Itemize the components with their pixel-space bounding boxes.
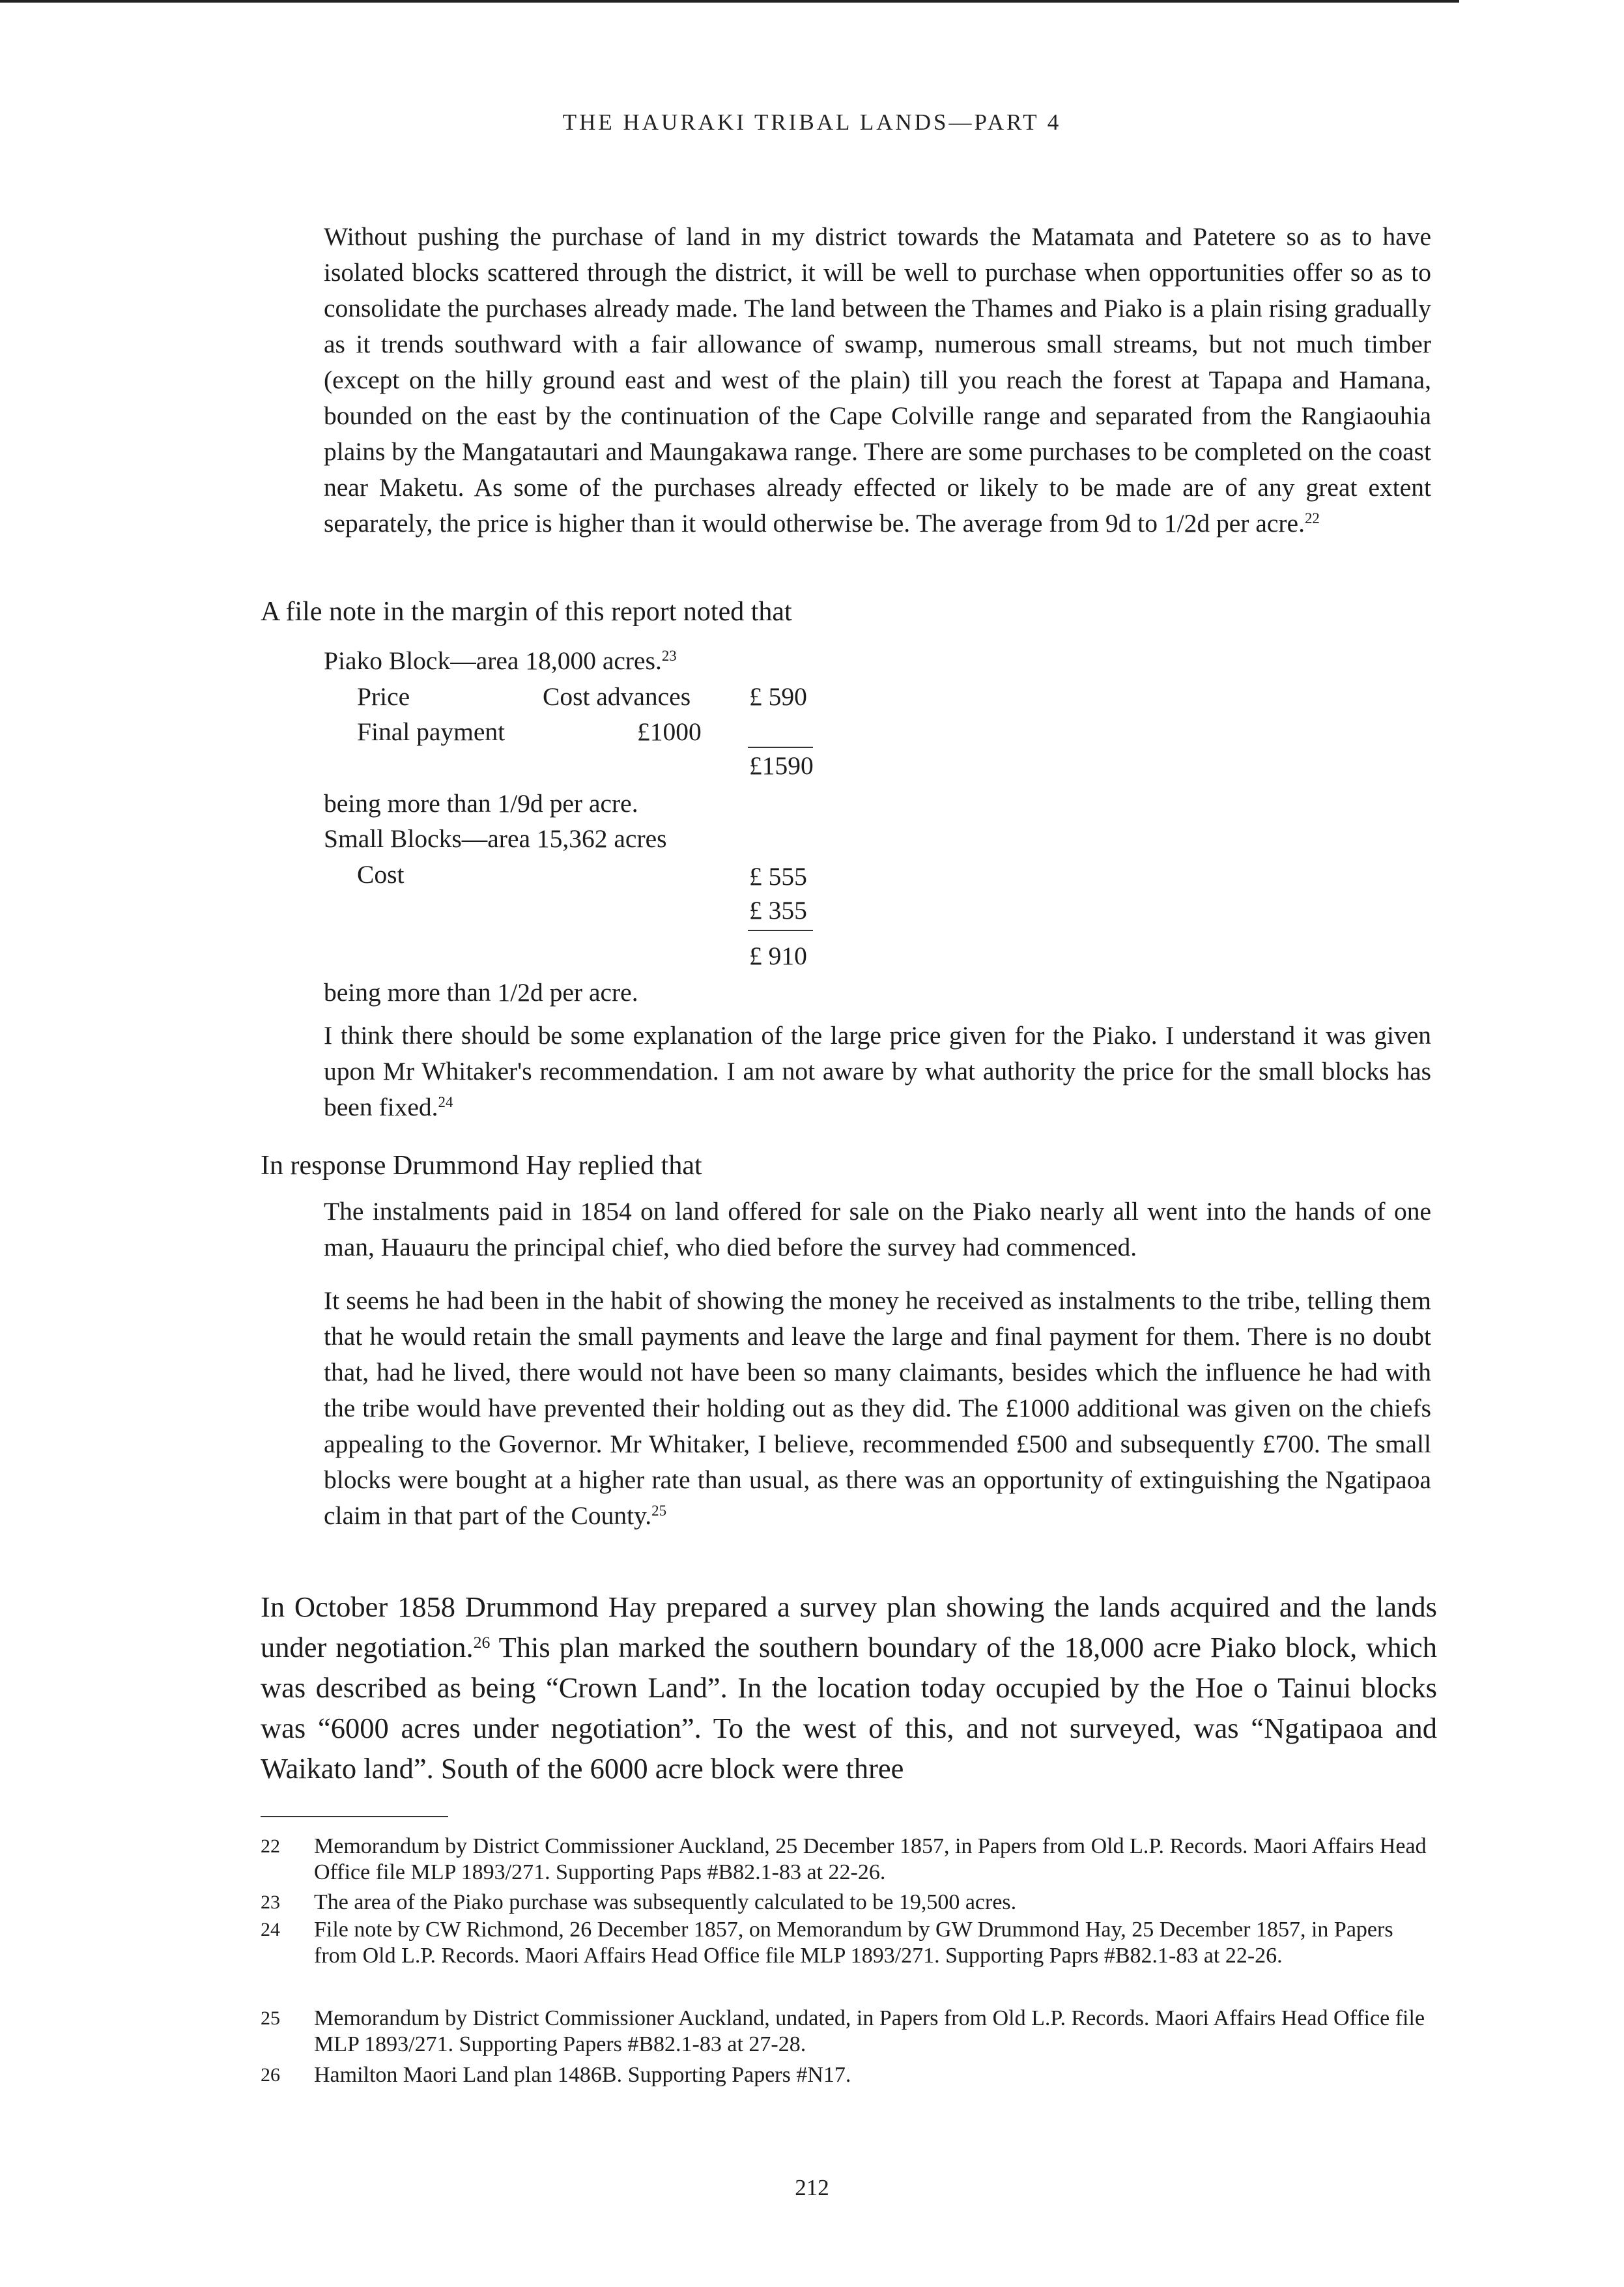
top-border-line bbox=[0, 0, 1459, 3]
footnote-number: 26 bbox=[261, 2064, 280, 2086]
piako-total: £1590 bbox=[749, 751, 814, 780]
lead-in-response: In response Drummond Hay replied that bbox=[261, 1151, 702, 1181]
cost-label: Cost bbox=[357, 860, 405, 889]
footnote-number: 22 bbox=[261, 1835, 280, 1857]
footnote-ref-26: 26 bbox=[473, 1632, 491, 1652]
cost-advances-label: Cost advances bbox=[543, 682, 691, 711]
footnote-text: Hamilton Maori Land plan 1486B. Supporting Papers #N17. bbox=[314, 2063, 851, 2087]
final-payment-value: £1000 bbox=[637, 717, 702, 746]
footnote-number: 23 bbox=[261, 1891, 280, 1913]
cost-advances-value: £ 590 bbox=[749, 682, 807, 711]
footnote-text: The area of the Piako purchase was subsequently calculated to be 19,500 acres. bbox=[314, 1890, 1017, 1914]
price-label: Price bbox=[357, 682, 410, 711]
body-text-part1: In October 1858 Drummond Hay prepared a survey plan showing the lands acquired and the lands under negotiation. bbox=[261, 1590, 1437, 1663]
footnote-22 bbox=[261, 1834, 1433, 1886]
body-paragraph bbox=[261, 1587, 1437, 1789]
running-header: THE HAURAKI TRIBAL LANDS—PART 4 bbox=[562, 109, 1062, 135]
footnote-number: 24 bbox=[261, 1919, 280, 1940]
footnote-ref-25: 25 bbox=[651, 1503, 667, 1519]
quoted-reply-1: The instalments paid in 1854 on land offered for sale on the Piako nearly all went into the hands of one man, Hauauru the principal chief, who died before the survey had commenced. bbox=[324, 1197, 1431, 1261]
quote-text: Without pushing the purchase of land in my district towards the Matamata and Patetere so as to have isolated blocks scattered through the district, it will be well to purchase when opportunities offer so as to consolidate the purchases already made. The land between the Thames and Piako is a plain rising gradually as it trends southward with a fair allowance of swamp, numerous small streams, but not much timber (except on the hilly ground east and west of the plain) till you reach the forest at Tapapa and Hamana, bounded on the east by the continuation of the Cape Colville range and separated from the Rangiaouhia plains by the Mangatautari and Maungakawa range. There are some purchases to be completed on the coast near Maketu. As some of the purchases already effected or likely to be made are of any great extent separately, the price is higher than it would otherwise be. The average from 9d to 1/2d per acre. bbox=[324, 222, 1431, 538]
footnote-number: 25 bbox=[261, 2007, 280, 2029]
quoted-reply-2 bbox=[324, 1283, 1431, 1534]
sum-rule-1 bbox=[748, 747, 813, 748]
footnote-ref-22: 22 bbox=[1304, 510, 1320, 527]
footnote-23 bbox=[261, 1890, 1433, 1916]
piako-rate: being more than 1/9d per acre. bbox=[324, 789, 638, 818]
sum-rule-2 bbox=[748, 930, 813, 931]
body-text-part2: This plan marked the southern boundary of the 18,000 acre Piako block, which was described as being “Crown Land”. In the location today occupied by the Hoe o Tainui blocks was “6000 acres under negotiation”. To the west of this, and not surveyed, was “Ngatipaoa and Waikato land”. South of the 6000 acre block were three bbox=[261, 1631, 1438, 1785]
piako-heading-text: Piako Block—area 18,000 acres. bbox=[324, 646, 662, 675]
quoted-file-note bbox=[324, 1018, 1431, 1125]
cost-value-1: £ 555 bbox=[749, 862, 807, 891]
footnote-text: Memorandum by District Commissioner Auckland, undated, in Papers from Old L.P. Records. Maori Affairs Head Office file MLP 1893/271. Supporting Papers #B82.1-83 at 27-28. bbox=[314, 2006, 1425, 2056]
footnote-text: Memorandum by District Commissioner Auckland, 25 December 1857, in Papers from Old L.P. Records. Maori Affairs Head Office file MLP 1893/271. Supporting Paps #B82.1-83 at 22-26. bbox=[314, 1834, 1427, 1884]
footnote-26 bbox=[261, 2062, 1433, 2088]
small-rate: being more than 1/2d per acre. bbox=[324, 978, 638, 1007]
final-payment-label: Final payment bbox=[357, 717, 506, 746]
footnote-25 bbox=[261, 2006, 1433, 2058]
page-number: 212 bbox=[795, 2175, 829, 2200]
quoted-memorandum-1 bbox=[324, 219, 1431, 541]
lead-in-file-note: A file note in the margin of this report noted that bbox=[261, 597, 792, 627]
footnote-ref-23: 23 bbox=[661, 648, 677, 665]
small-total: £ 910 bbox=[749, 942, 807, 970]
quote-text: It seems he had been in the habit of showing the money he received as instalments to the tribe, telling them that he would retain the small payments and leave the large and final payment for them. There is no doubt that, had he lived, there would not have been so many claimants, besides which the influence he had with the tribe would have prevented their holding out as they did. The £1000 additional was given on the chiefs appealing to the Governor. Mr Whitaker, I believe, recommended £500 and subsequently £700. The small blocks were bought at a higher rate than usual, as there was an opportunity of extinguishing the Ngatipaoa claim in that part of the County. bbox=[324, 1286, 1431, 1530]
footnote-separator bbox=[261, 1816, 448, 1817]
footnote-text: File note by CW Richmond, 26 December 1857, on Memorandum by GW Drummond Hay, 25 December 1857, in Papers from Old L.P. Records. Maori Affairs Head Office file MLP 1893/271. Supporting Paprs #B82.1-83 at 22-26. bbox=[314, 1918, 1393, 1968]
footnote-24 bbox=[261, 1917, 1433, 1969]
piako-heading bbox=[324, 645, 677, 676]
footnote-ref-24: 24 bbox=[438, 1094, 453, 1111]
cost-value-2: £ 355 bbox=[749, 896, 807, 925]
quote-text: I think there should be some explanation of the large price given for the Piako. I understand it was given upon Mr Whitaker's recommendation. I am not aware by what authority the price for the small blocks has been fixed. bbox=[324, 1021, 1431, 1121]
small-blocks-heading: Small Blocks—area 15,362 acres bbox=[324, 824, 667, 853]
